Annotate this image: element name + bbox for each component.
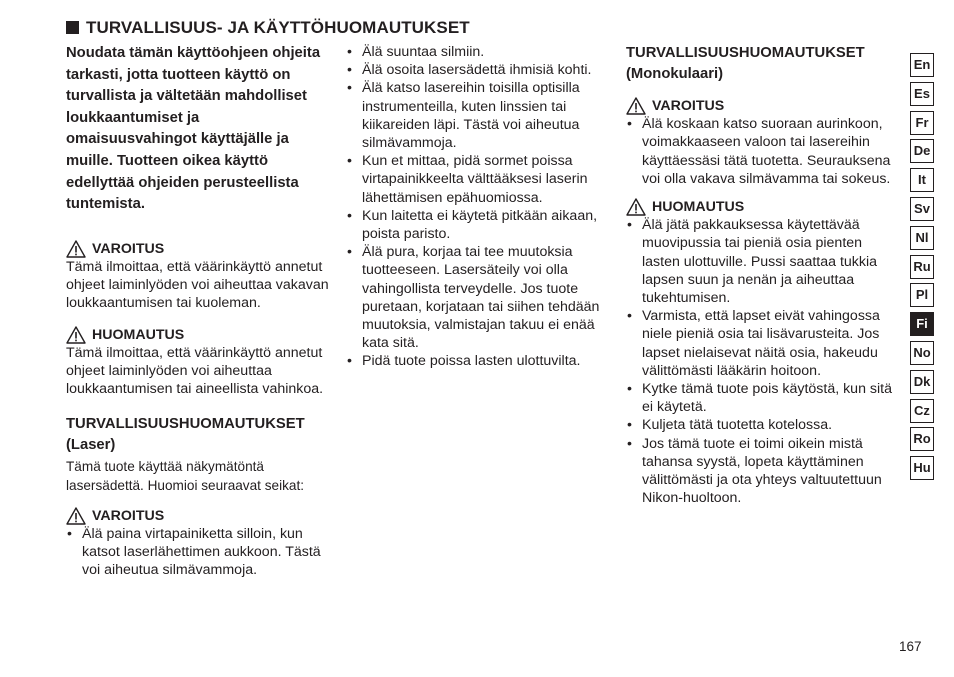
language-tab-en[interactable]: En [910,53,934,77]
list-item: • Älä suuntaa silmiin. [346,43,616,61]
warning-triangle-icon [66,326,86,344]
list-item: • Älä jätä pakkauksessa käytettävää muovipussia tai pieniä osia pienten lasten ulottuville. Pussi saattaa tukkia lapsen suun ja nenän ja aiheuttaa tukehtumisen. [626,216,896,307]
list-item: • Kytke tämä tuote pois käytöstä, kun sitä ei käytetä. [626,380,896,416]
page-title [66,18,470,38]
language-tab-dk[interactable]: Dk [910,370,934,394]
laser-intro: Tämä tuote käyttää näkymätöntä lasersädettä. Huomioi seuraavat seikat: [66,459,305,493]
warning-heading [66,240,334,258]
warning-label: VAROITUS [92,240,165,257]
laser-heading-line2: (Laser) [66,437,116,454]
monocular-caution-heading [626,198,896,216]
warning-triangle-icon [626,198,646,216]
warning-description: Tämä ilmoittaa, että väärinkäyttö annetut ohjeet laiminlyöden voi aiheuttaa vakavan loukkaantumisen tai kuoleman. [66,258,329,312]
language-tab-de[interactable]: De [910,139,934,163]
language-tab-fi[interactable]: Fi [910,312,934,336]
caution-label: HUOMAUTUS [92,326,185,343]
list-item: • Kun laitetta ei käytetä pitkään aikaan, poista paristo. [346,207,616,243]
monocular-warning-heading [626,97,896,115]
laser-warning-label: VAROITUS [92,507,165,524]
monocular-heading-line2: (Monokulaari) [626,66,724,82]
list-item: • Pidä tuote poissa lasten ulottuvilta. [346,352,616,370]
language-tab-fr[interactable]: Fr [910,111,934,135]
language-tab-sv[interactable]: Sv [910,197,934,221]
caution-heading [66,326,334,344]
language-tab-ru[interactable]: Ru [910,255,934,279]
laser-heading-line1: TURVALLISUUSHUOMAUTUKSET [66,416,305,433]
monocular-warning-label: VAROITUS [652,98,725,114]
list-item: • Älä pura, korjaa tai tee muutoksia tuotteeseen. Lasersäteily voi olla vahingollista terveydelle. Jos tuote puretaan, korjataan tai siihen tehdään muutoksia, valmistajan takuu ei enää kata sitä. [346,243,616,352]
list-item: • Älä koskaan katso suoraan aurinkoon, voimakkaaseen valoon tai lasereihin käyttäessäsi tätä tuotetta. Seurauksena voi olla vakava silmävamma tai sokeus. [626,115,896,188]
square-bullet-icon [66,21,79,34]
warning-triangle-icon [66,240,86,258]
column-left [66,43,334,580]
language-tab-hu[interactable]: Hu [910,456,934,480]
list-item: • Kun et mittaa, pidä sormet poissa virtapainikkeelta välttääksesi laserin lähettämisen epähuomiossa. [346,152,616,207]
laser-warning-list [66,525,334,580]
page-number: 167 [899,639,922,654]
list-item: • Varmista, että lapset eivät vahingossa niele pieniä osia tai lisävarusteita. Jos lapset nielaisevat näitä osia, hakeudu välittömästi lääkärin hoitoon. [626,307,896,380]
monocular-warning-list [626,115,896,188]
language-tab-es[interactable]: Es [910,82,934,106]
caution-description: Tämä ilmoittaa, että väärinkäyttö annetut ohjeet laiminlyöden voi aiheuttaa loukkaantumisen tai aineellista vahinkoa. [66,344,324,398]
list-item: • Älä osoita lasersädettä ihmisiä kohti. [346,61,616,79]
language-tab-nl[interactable]: Nl [910,226,934,250]
language-tabs [910,53,935,485]
monocular-heading-line1: TURVALLISUUSHUOMAUTUKSET [626,45,865,61]
monocular-caution-label: HUOMAUTUS [652,199,745,216]
laser-warning-heading [66,507,334,525]
laser-warning-list-continued [346,43,616,371]
page-title-text: TURVALLISUUS- JA KÄYTTÖHUOMAUTUKSET [86,18,470,37]
language-tab-ro[interactable]: Ro [910,427,934,451]
list-item: • Älä katso lasereihin toisilla optisilla instrumenteilla, kuten linssien tai kiikareiden läpi. Tästä voi aiheutua silmävammoja. [346,79,616,152]
warning-triangle-icon [66,507,86,525]
language-tab-pl[interactable]: Pl [910,283,934,307]
warning-triangle-icon [626,97,646,115]
language-tab-no[interactable]: No [910,341,934,365]
intro-text: Noudata tämän käyttöohjeen ohjeita tarkasti, jotta tuotteen käyttö on turvallista ja vältetään mahdolliset loukkaantumiset ja omaisuusvahingot käyttäjälle ja muille. Tuotteen oikea käyttö edellyttää ohjeiden perusteellista tuntemista. [66,45,321,213]
laser-heading [66,414,334,456]
monocular-caution-list [626,216,896,507]
column-middle [346,43,616,371]
language-tab-cz[interactable]: Cz [910,399,934,423]
list-item: • Älä paina virtapainiketta silloin, kun katsot laserlähettimen aukkoon. Tästä voi aiheutua silmävammoja. [66,525,334,580]
list-item: • Jos tämä tuote ei toimi oikein mistä tahansa syystä, lopeta käyttäminen välittömästi ja ota yhteys valtuutettuun Nikon-huoltoon. [626,435,896,508]
language-tab-it[interactable]: It [910,168,934,192]
monocular-heading [626,43,896,85]
list-item: • Kuljeta tätä tuotetta kotelossa. [626,416,896,434]
column-right [626,43,896,507]
